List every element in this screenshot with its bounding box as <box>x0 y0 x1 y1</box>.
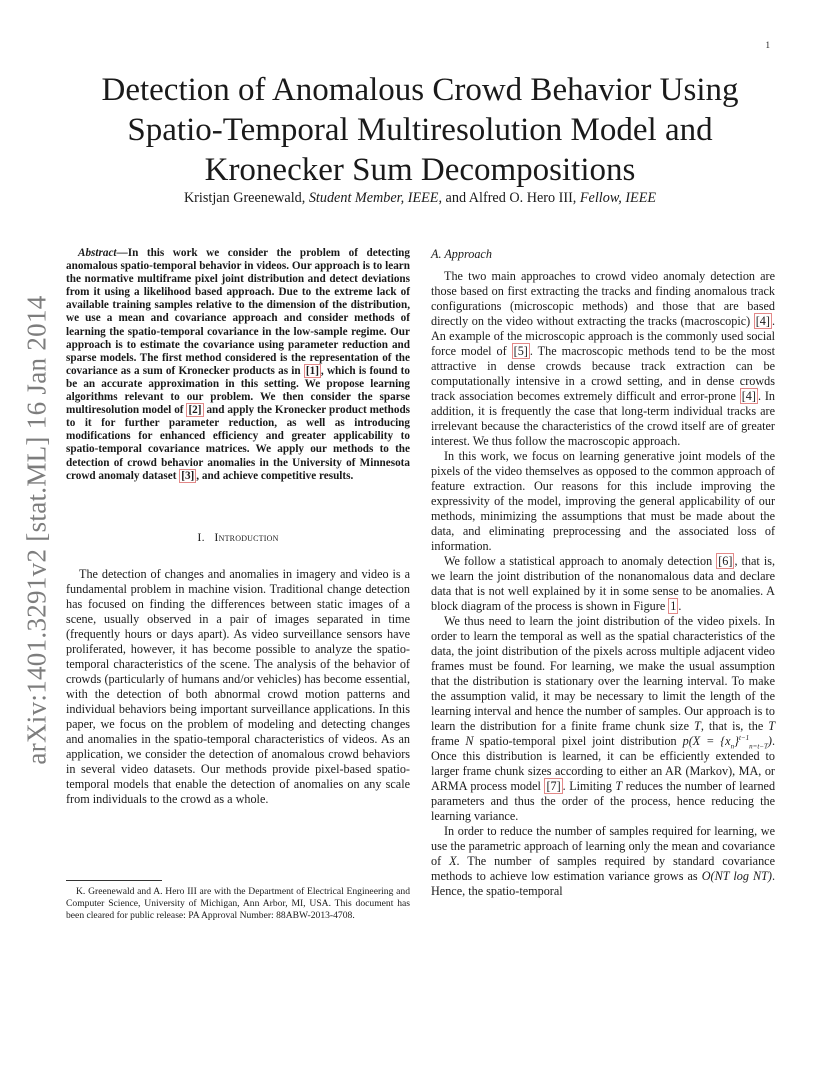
abstract <box>66 247 410 483</box>
approach-paragraph-1: The two main approaches to crowd video anomaly detection are those based on first extracting the tracks and finding anomalous track configurations (microscopic methods) and those that are based directly on the video without extracting the tracks (macroscopic) [4] . An example of the microscopic approach is the commonly used social force model of [5] . The macroscopic methods tend to be the most attractive in dense crowds because track extraction can be computationally intensive in a crowd setting, and in dense crowds track association becomes extremely difficult and error-prone [4] . In addition, it is frequently the case that long-term individual tracks are irrelevant because the characteristics of the crowd itself are of greater interest. We thus follow the macroscopic approach. <box>431 269 776 448</box>
math-inline: N <box>465 734 474 748</box>
citation-link[interactable]: [3] <box>181 469 195 482</box>
abstract-text-2: , which is found to be an accurate approximation in this setting. We propose learning algorithms relevant to our problem. We then consider the sparse multiresolution model of <box>66 364 410 417</box>
citation-link[interactable]: [7] <box>546 779 561 793</box>
citation-link[interactable]: [4] <box>755 314 770 328</box>
abstract-text-3: and apply the Kronecker product methods to it for further parameter reduction, as well as introducing modifications for enhanced efficiency and greater applicability to spatio-temporal covariance matrices. We apply our methods to the detection of crowd behavior anomalies in the University of Minnesota crowd anomaly dataset <box>66 404 411 482</box>
citation-link[interactable]: [5] <box>513 344 528 358</box>
math-inline: $p(X = \{x_n\}^{t-1}_{n=t-T})$ <box>682 733 772 751</box>
author-2-role: Fellow, IEEE <box>579 190 657 206</box>
math-inline: X <box>449 854 457 868</box>
citation-link[interactable]: [6] <box>718 554 733 568</box>
approach-paragraph-4: We thus need to learn the joint distribution of the video pixels. In order to learn the temporal as well as the spatial characteristics of the data, the joint distribution of the pixels across multiple adjacent video frames must be found. For learning, we make the usual assumption that the distribution is stationary over the learning interval. To make the assumption valid, it may be necessary to limit the length of the learning interval and hence the number of samples. Our approach is to learn the distribution for a finite frame chunk size T, that is, the T frame N spatio-temporal pixel joint distribution $p(X = \{x_n\}^{t-1}_{n=t-T})$. Once this distribution is learned, it can be efficiently extended to larger frame chunk sizes according to either an AR (Markov), MA, or ARMA process model [7] . Limiting T reduces the number of learned parameters and thus the order of the process, hence reducing the learning variance. <box>431 614 776 823</box>
citation-link[interactable]: [1] <box>305 364 319 377</box>
section-heading-introduction <box>66 530 410 545</box>
figure-link[interactable]: 1 <box>670 599 677 613</box>
abstract-label: Abstract <box>78 247 117 259</box>
math-inline: T <box>694 719 701 733</box>
citation-link[interactable]: [4] <box>741 389 756 403</box>
left-column <box>66 247 410 807</box>
approach-paragraph-5: In order to reduce the number of samples required for learning, we use the parametric approach of learning only the mean and covariance of X. The number of samples required by standard covariance methods to achieve low estimation variance grows as O(NT log NT). Hence, the spatio-temporal <box>431 824 776 898</box>
approach-paragraph-3: We follow a statistical approach to anomaly detection [6] , that is, we learn the joint distribution of the nonanomalous data and declare data that is not well explained by it in some sense to be anomalies. A block diagram of the process is shown in Figure 1 . <box>431 554 775 613</box>
math-inline: O(NT log NT) <box>701 869 772 883</box>
arxiv-id: arXiv:1401.3291v2 [stat.ML] 16 Jan 2014 <box>21 295 52 765</box>
footnote-rule <box>66 880 162 881</box>
section-title: Introduction <box>214 529 279 544</box>
author-2: and Alfred O. Hero III, <box>445 190 577 206</box>
right-column <box>431 247 775 899</box>
intro-paragraph: The detection of changes and anomalies in imagery and video is a fundamental problem in machine vision. Traditional change detection has focused on finding the differences between static images of a scene, usually observed in a pair of images separated in time (frequently hours or days apart). As video surveillance sensors have proliferated, however, it has become possible to analyze the spatio-temporal characteristics of the scene. The analysis of the behavior of crowds (particularly of humans and/or vehicles) has become essential, with the detection of both abnormal crowd motion patterns and individual behaviors being important surveillance applications. In this paper, we focus on the problem of modeling and detecting changes and anomalies in the spatio-temporal characteristics of videos. As an application, we consider the detection of anomalous crowd behaviors in several video datasets. Our methods provide pixel-based spatio-temporal models that enable the detection of anomalies on any scale from individuals to the crowd as a whole. <box>66 566 410 806</box>
page-number: 1 <box>765 40 770 50</box>
section-number: I. <box>197 529 205 544</box>
subsection-heading-approach: A. Approach <box>431 247 492 261</box>
abstract-text-1: In this work we consider the problem of detecting anomalous spatio-temporal behavior in videos. Our approach is to learn the normative multiframe pixel joint distribution and detect deviations from it using a likelihood based approach. Due to the extreme lack of available training samples relative to the dimension of the distribution, we use a mean and covariance approach and consider methods of learning the spatio-temporal covariance in the low-sample regime. Our approach is to estimate the covariance using parameter reduction and sparse models. The first method considered is the representation of the covariance as a sum of Kronecker products as in <box>66 247 410 377</box>
abstract-text-4: , and achieve competitive results. <box>196 469 354 482</box>
footnote: K. Greenewald and A. Hero III are with the Department of Electrical Engineering and Computer Science, University of Michigan, Ann Arbor, MI, USA. This document has been cleared for public release: PA Approval Number: 88ABW-2013-4708. <box>66 886 410 921</box>
approach-paragraph-2: In this work, we focus on learning generative joint models of the pixels of the video themselves as opposed to the common approach of feature extraction. Our reasons for this include improving the expressivity of the model, improving the general applicability of our methods, minimizing the assumptions that must be made about the data, and eliminating preprocessing and the associated loss of information. <box>431 449 775 553</box>
abstract-dash: — <box>116 247 128 259</box>
citation-link[interactable]: [2] <box>188 404 202 417</box>
author-line <box>68 190 772 207</box>
math-inline: T <box>768 719 776 733</box>
paper-title: Detection of Anomalous Crowd Behavior Using Spatio-Temporal Multiresolution Model and Kronecker Sum Decompositions <box>101 72 739 188</box>
author-1-role: Student Member, IEEE, <box>308 190 442 206</box>
arxiv-stamp <box>14 290 60 770</box>
math-inline: T <box>615 779 623 793</box>
author-1: Kristjan Greenewald, <box>183 190 306 206</box>
